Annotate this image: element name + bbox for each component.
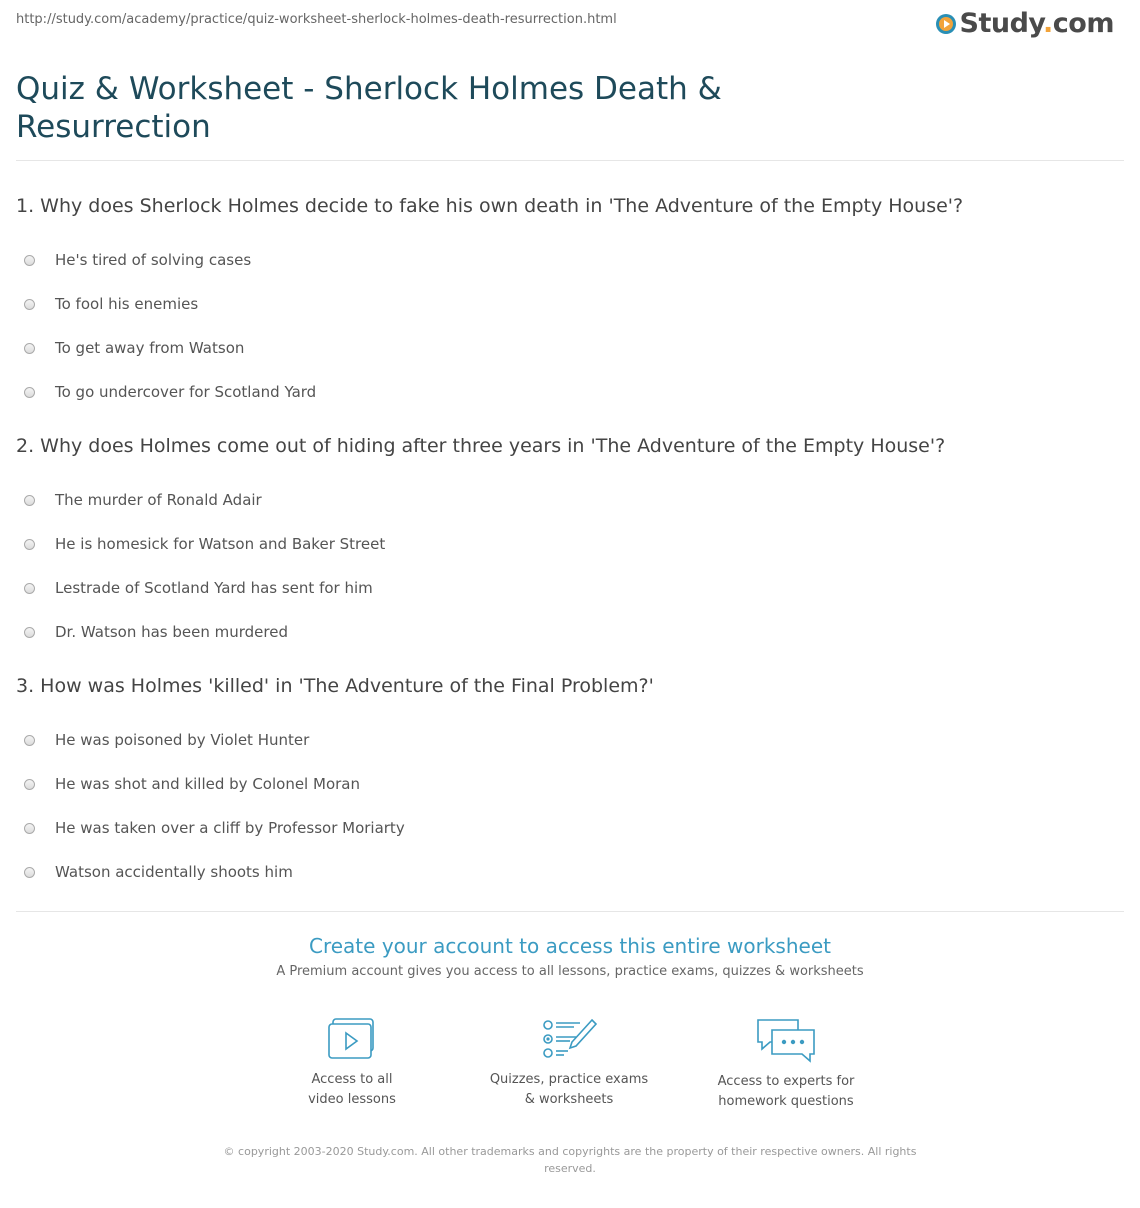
play-circle-icon — [935, 13, 957, 35]
logo-text: Study.com — [959, 8, 1114, 39]
radio-button[interactable] — [24, 779, 35, 790]
feature-label: Access to all video lessons — [308, 1072, 396, 1107]
feature-quizzes — [469, 1016, 669, 1110]
answer-label: He was shot and killed by Colonel Moran — [55, 775, 360, 793]
answer-label: He was taken over a cliff by Professor Moriarty — [55, 819, 405, 837]
feature-list — [0, 1016, 1140, 1126]
answer-label: To get away from Watson — [55, 339, 245, 357]
quiz-checklist-icon — [540, 1016, 598, 1062]
answer-option[interactable] — [16, 718, 1126, 762]
question-text: 2. Why does Holmes come out of hiding after three years in 'The Adventure of the Empty House'? — [16, 435, 946, 457]
feature-label: Quizzes, practice exams & worksheets — [489, 1072, 649, 1107]
study-logo[interactable] — [935, 8, 1115, 39]
answer-label: To go undercover for Scotland Yard — [55, 383, 317, 401]
radio-button[interactable] — [24, 539, 35, 550]
video-lessons-icon — [325, 1016, 379, 1062]
question-1 — [16, 194, 1126, 414]
answer-option[interactable] — [16, 610, 1126, 654]
page-title: Quiz & Worksheet - Sherlock Holmes Death & Resurrection — [16, 71, 722, 145]
chat-bubbles-icon — [754, 1016, 818, 1064]
radio-button[interactable] — [24, 867, 35, 878]
title-divider — [16, 160, 1124, 161]
answer-option[interactable] — [16, 370, 1126, 414]
answer-label: Lestrade of Scotland Yard has sent for him — [55, 579, 373, 597]
question-text: 1. Why does Sherlock Holmes decide to fake his own death in 'The Adventure of the Empty House'? — [16, 195, 964, 217]
radio-button[interactable] — [24, 387, 35, 398]
content-divider — [16, 911, 1124, 912]
radio-button[interactable] — [24, 583, 35, 594]
question-3 — [16, 674, 1126, 894]
cta-subtitle: A Premium account gives you access to all lessons, practice exams, quizzes & worksheets — [276, 964, 864, 979]
radio-button[interactable] — [24, 735, 35, 746]
top-bar — [0, 0, 1140, 50]
answer-option[interactable] — [16, 478, 1126, 522]
question-2 — [16, 434, 1126, 654]
feature-experts — [686, 1016, 886, 1112]
answer-option[interactable] — [16, 566, 1126, 610]
premium-cta — [0, 932, 1140, 979]
radio-button[interactable] — [24, 495, 35, 506]
feature-label: Access to experts for homework questions — [717, 1074, 855, 1109]
answer-label: He was poisoned by Violet Hunter — [55, 731, 310, 749]
answer-option[interactable] — [16, 238, 1126, 282]
answer-label: Watson accidentally shoots him — [55, 863, 293, 881]
question-text: 3. How was Holmes 'killed' in 'The Adventure of the Final Problem?' — [16, 675, 654, 697]
answer-option[interactable] — [16, 806, 1126, 850]
answer-label: Dr. Watson has been murdered — [55, 623, 288, 641]
answer-option[interactable] — [16, 282, 1126, 326]
answer-options — [16, 238, 1126, 414]
answer-label: He is homesick for Watson and Baker Street — [55, 535, 386, 553]
answer-label: He's tired of solving cases — [55, 251, 252, 269]
radio-button[interactable] — [24, 823, 35, 834]
answer-option[interactable] — [16, 522, 1126, 566]
answer-options — [16, 718, 1126, 894]
page-url: http://study.com/academy/practice/quiz-worksheet-sherlock-holmes-death-resurrection.html — [16, 12, 617, 27]
answer-option[interactable] — [16, 762, 1126, 806]
radio-button[interactable] — [24, 343, 35, 354]
answer-option[interactable] — [16, 850, 1126, 894]
answer-option[interactable] — [16, 326, 1126, 370]
answer-label: The murder of Ronald Adair — [55, 491, 262, 509]
copyright-notice: © copyright 2003-2020 Study.com. All other trademarks and copyrights are the property of their respective owners. All rights reserved. — [223, 1145, 917, 1175]
create-account-link[interactable]: Create your account to access this entire worksheet — [309, 934, 831, 958]
radio-button[interactable] — [24, 299, 35, 310]
answer-options — [16, 478, 1126, 654]
radio-button[interactable] — [24, 255, 35, 266]
answer-label: To fool his enemies — [55, 295, 199, 313]
feature-video-lessons — [252, 1016, 452, 1110]
radio-button[interactable] — [24, 627, 35, 638]
